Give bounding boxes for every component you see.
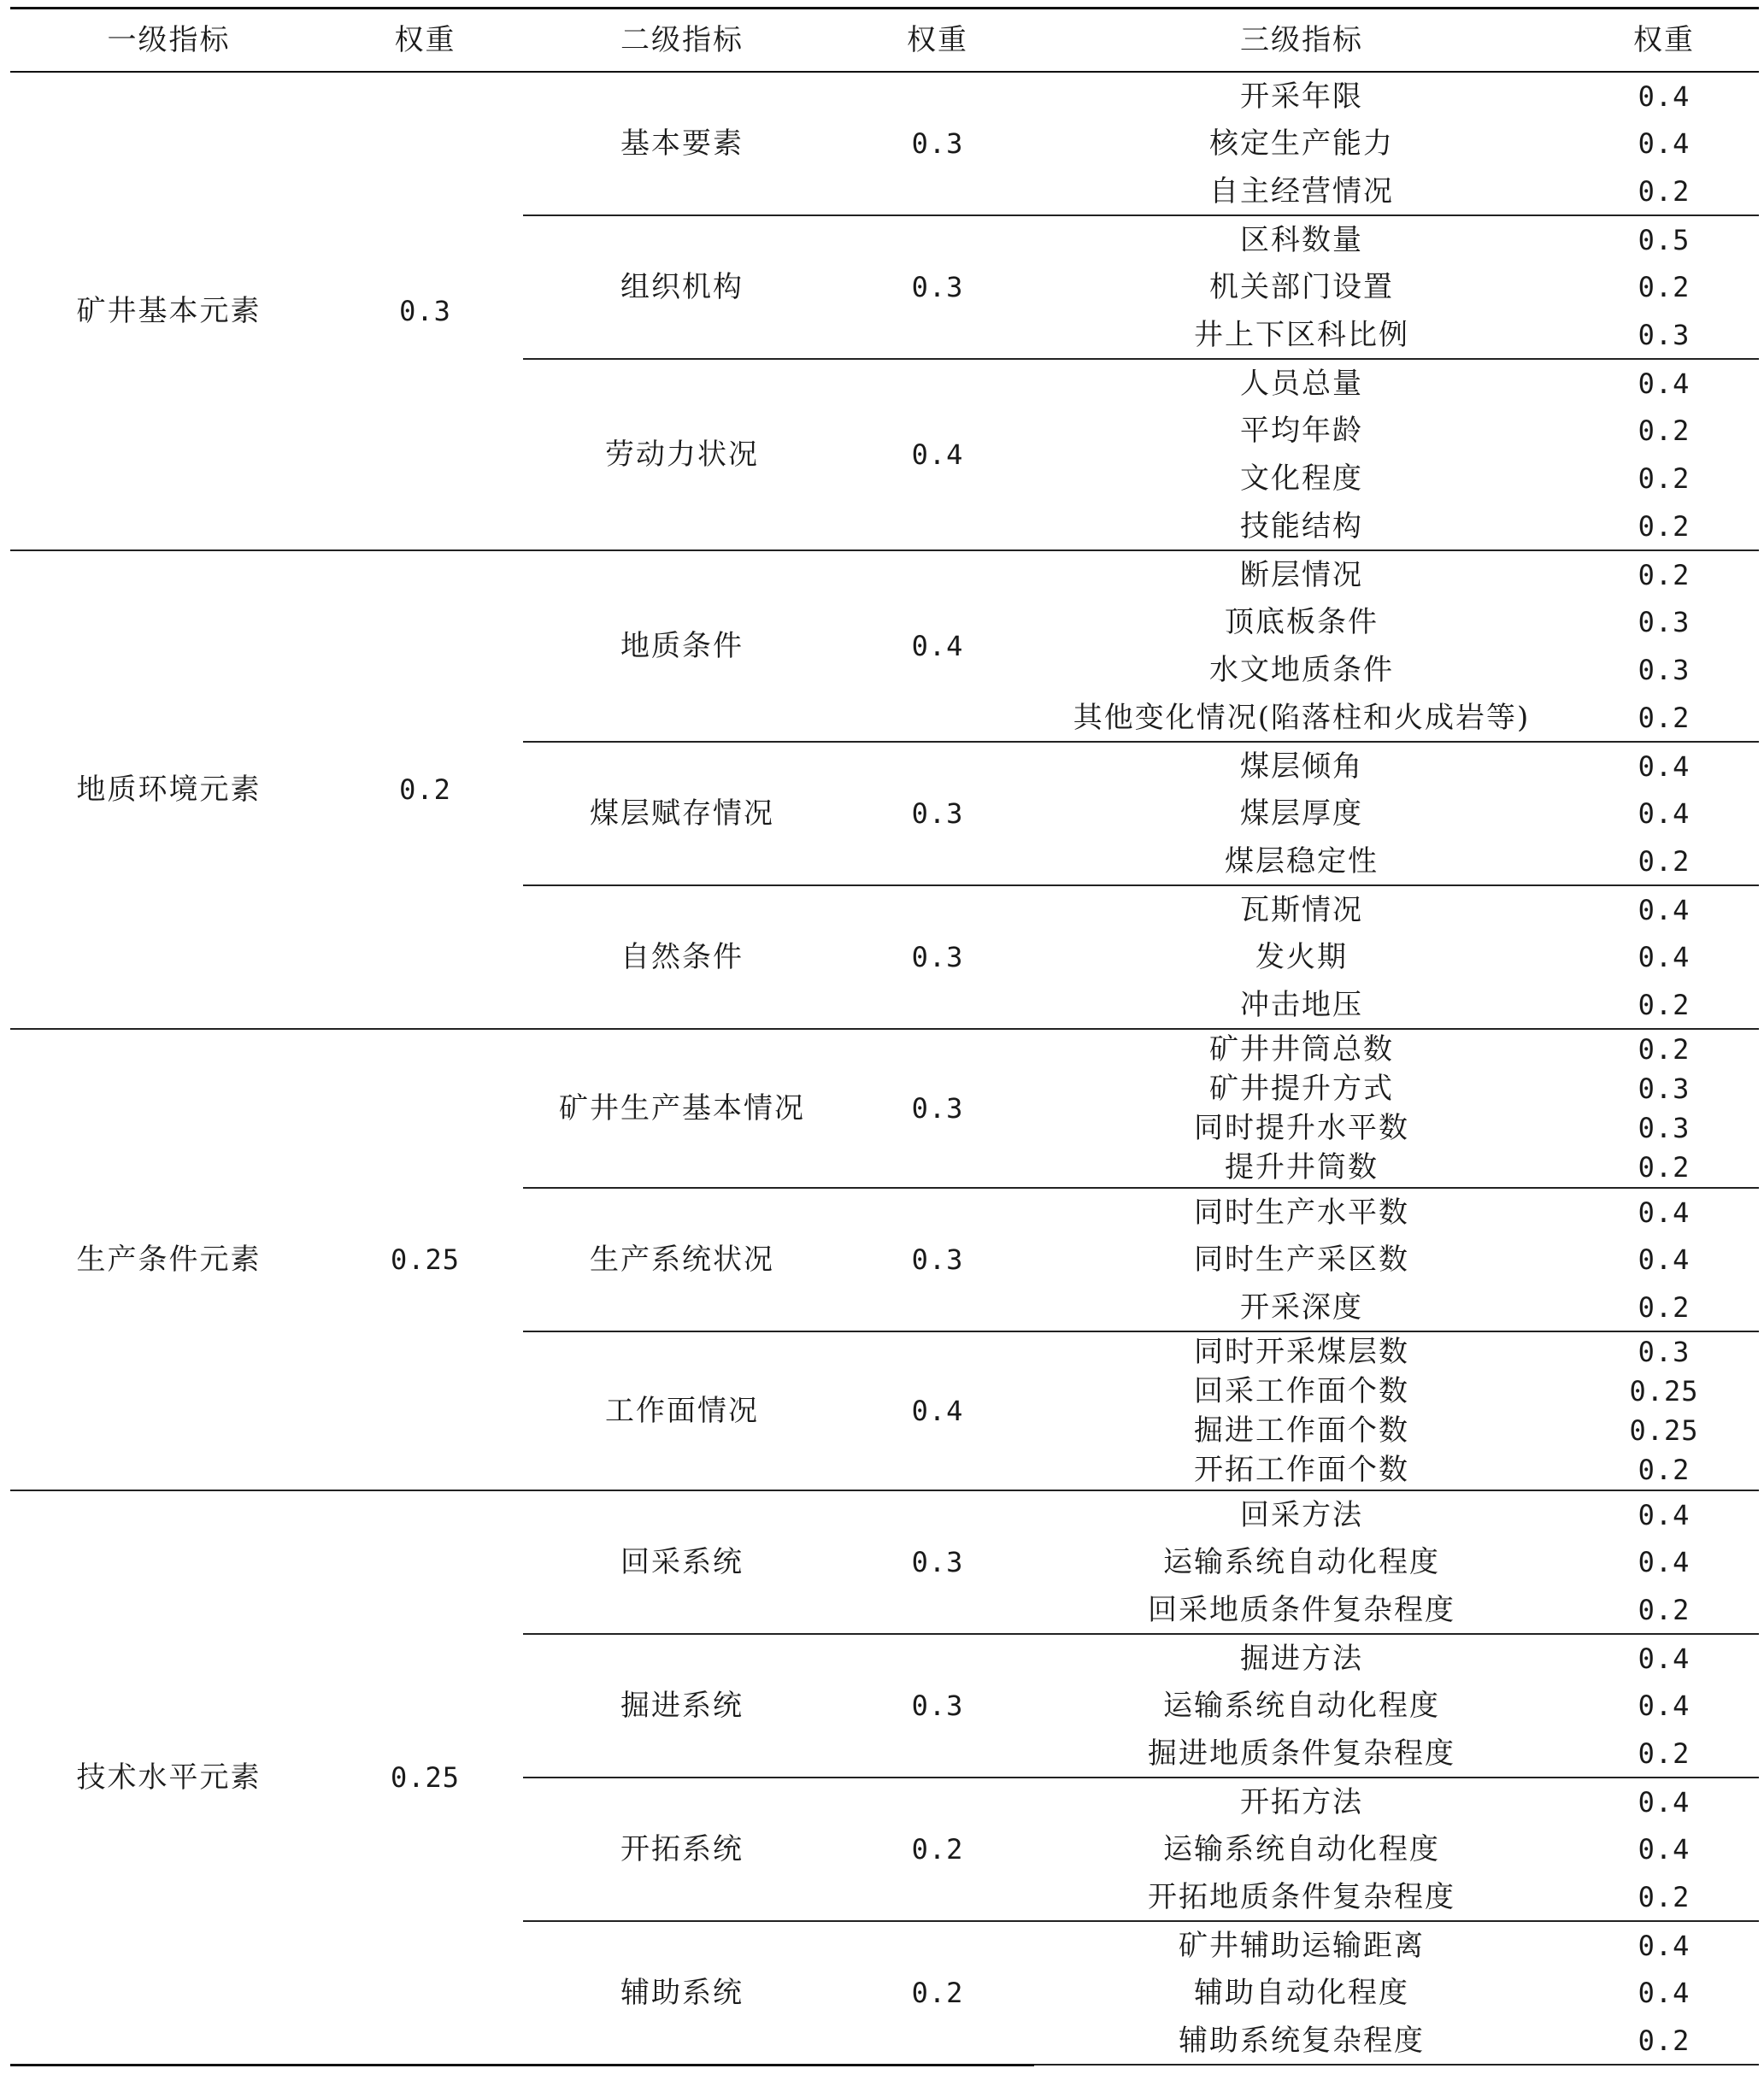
level1-weight: 0.25 — [327, 1490, 523, 2065]
level3-weight: 0.2 — [1569, 167, 1759, 215]
level2-weight: 0.3 — [841, 742, 1034, 885]
level2-name: 回采系统 — [523, 1490, 841, 1634]
level3-weight: 0.4 — [1638, 1929, 1690, 1962]
level2-name: 劳动力状况 — [523, 359, 841, 550]
header-level1: 一级指标 — [107, 23, 231, 57]
level3-name: 井上下区科比例 — [1034, 311, 1569, 359]
level2-name: 自然条件 — [523, 885, 841, 1029]
level1-name: 矿井基本元素 — [10, 72, 327, 550]
level3-name: 人员总量 — [1240, 366, 1363, 401]
level3-weight: 0.3 — [1638, 1335, 1690, 1368]
level3-weight: 0.25 — [1629, 1414, 1699, 1448]
level3-weight: 0.2 — [1638, 414, 1690, 447]
table-header-row — [10, 9, 1759, 73]
level1-name: 地质环境元素 — [10, 550, 327, 1029]
level2-name: 地质条件 — [523, 550, 841, 742]
level3-name: 冲击地压 — [1034, 981, 1569, 1029]
level3-weight: 0.4 — [1638, 797, 1690, 830]
level3-name: 区科数量 — [1240, 222, 1363, 257]
level3-name: 回采工作面个数 — [1194, 1373, 1409, 1408]
level3-name: 发火期 — [1255, 940, 1348, 974]
level2-name: 工作面情况 — [523, 1331, 841, 1490]
level3-name: 矿井辅助运输距离 — [1179, 1928, 1425, 1963]
level3-name: 辅助自动化程度 — [1194, 1976, 1409, 2010]
level3-weight: 0.2 — [1569, 1451, 1759, 1491]
level3-name: 回采地质条件复杂程度 — [1034, 1586, 1569, 1634]
level3-weight: 0.4 — [1638, 1642, 1690, 1675]
level3-name: 提升井筒数 — [1034, 1149, 1569, 1189]
level1-name: 生产条件元素 — [10, 1029, 327, 1490]
level3-weight: 0.5 — [1638, 223, 1690, 256]
level3-name: 煤层稳定性 — [1034, 837, 1569, 885]
level2-weight: 0.4 — [841, 359, 1034, 550]
table-body — [10, 72, 1759, 2065]
table-row — [10, 1029, 1759, 1069]
level3-name: 掘进方法 — [1240, 1641, 1363, 1676]
header-level3: 三级指标 — [1240, 23, 1363, 57]
level3-name: 掘进地质条件复杂程度 — [1034, 1730, 1569, 1778]
header-weight3: 权重 — [1633, 23, 1695, 57]
level3-name: 技能结构 — [1034, 502, 1569, 550]
level3-name: 矿井提升方式 — [1209, 1071, 1394, 1106]
level3-weight: 0.2 — [1569, 1149, 1759, 1189]
level3-name: 文化程度 — [1240, 461, 1363, 496]
level3-weight: 0.2 — [1569, 694, 1759, 742]
level3-weight: 0.2 — [1569, 1873, 1759, 1921]
level3-weight: 0.2 — [1569, 2017, 1759, 2065]
level1-weight: 0.3 — [327, 72, 523, 550]
level3-name: 断层情况 — [1240, 557, 1363, 592]
level3-name: 开采深度 — [1034, 1284, 1569, 1331]
level3-name: 自主经营情况 — [1034, 167, 1569, 215]
level2-weight: 0.4 — [841, 550, 1034, 742]
header-weight2: 权重 — [907, 23, 968, 57]
level3-weight: 0.2 — [1638, 271, 1690, 303]
level2-name: 矿井生产基本情况 — [523, 1029, 841, 1188]
table-row — [10, 1490, 1759, 1538]
level3-weight: 0.4 — [1638, 79, 1690, 113]
level1-name: 技术水平元素 — [10, 1490, 327, 2065]
level2-name: 辅助系统 — [523, 1921, 841, 2065]
level3-name: 瓦斯情况 — [1240, 892, 1363, 927]
level2-weight: 0.2 — [841, 1778, 1034, 1921]
level3-weight: 0.4 — [1638, 127, 1690, 160]
level2-weight: 0.3 — [841, 1029, 1034, 1188]
level3-weight: 0.3 — [1638, 1072, 1690, 1105]
level3-name: 开采年限 — [1240, 79, 1363, 114]
level3-weight: 0.2 — [1569, 837, 1759, 885]
level3-name: 开拓地质条件复杂程度 — [1034, 1873, 1569, 1921]
level3-weight: 0.4 — [1638, 1498, 1690, 1531]
level2-weight: 0.3 — [841, 215, 1034, 359]
level3-name: 回采方法 — [1240, 1497, 1363, 1532]
level3-weight: 0.25 — [1629, 1374, 1699, 1407]
level3-weight: 0.2 — [1569, 1730, 1759, 1778]
level3-name: 其他变化情况(陷落柱和火成岩等) — [1034, 694, 1569, 742]
index-weight-table-container — [10, 7, 1759, 2066]
level3-weight: 0.3 — [1569, 311, 1759, 359]
level2-weight: 0.3 — [841, 1188, 1034, 1331]
level2-weight: 0.3 — [841, 1634, 1034, 1778]
level3-weight: 0.2 — [1569, 981, 1759, 1029]
level2-name: 煤层赋存情况 — [523, 742, 841, 885]
level3-weight: 0.2 — [1638, 1032, 1690, 1066]
index-weight-table — [10, 7, 1759, 2066]
level1-weight: 0.2 — [327, 550, 523, 1029]
level3-name: 平均年龄 — [1240, 414, 1363, 448]
level2-name: 掘进系统 — [523, 1634, 841, 1778]
level2-weight: 0.3 — [841, 72, 1034, 215]
level3-weight: 0.4 — [1638, 1785, 1690, 1819]
level3-weight: 0.4 — [1638, 1243, 1690, 1276]
level3-name: 煤层倾角 — [1240, 749, 1363, 784]
level2-weight: 0.2 — [841, 1921, 1034, 2065]
table-row — [10, 72, 1759, 120]
header-level2: 二级指标 — [620, 23, 744, 57]
level3-weight: 0.2 — [1638, 462, 1690, 495]
level3-weight: 0.4 — [1638, 367, 1690, 400]
table-row — [10, 550, 1759, 598]
level2-name: 组织机构 — [523, 215, 841, 359]
level3-name: 同时生产水平数 — [1194, 1195, 1409, 1230]
level3-weight: 0.3 — [1638, 606, 1690, 638]
level3-name: 矿井井筒总数 — [1209, 1031, 1394, 1067]
level3-weight: 0.3 — [1638, 654, 1690, 686]
level3-name: 水文地质条件 — [1209, 653, 1394, 687]
level3-weight: 0.4 — [1638, 941, 1690, 973]
level3-name: 掘进工作面个数 — [1194, 1413, 1409, 1449]
level3-name: 核定生产能力 — [1209, 126, 1394, 161]
header-weight1: 权重 — [394, 23, 456, 57]
level3-weight: 0.2 — [1569, 502, 1759, 550]
level3-weight: 0.4 — [1638, 1977, 1690, 2009]
level3-name: 运输系统自动化程度 — [1163, 1545, 1440, 1579]
level3-weight: 0.2 — [1569, 1586, 1759, 1634]
level3-name: 同时提升水平数 — [1194, 1111, 1409, 1146]
level3-weight: 0.4 — [1638, 749, 1690, 783]
level3-weight: 0.4 — [1638, 1196, 1690, 1229]
level2-name: 基本要素 — [523, 72, 841, 215]
level3-name: 煤层厚度 — [1240, 796, 1363, 831]
level2-name: 生产系统状况 — [523, 1188, 841, 1331]
level3-weight: 0.4 — [1638, 1833, 1690, 1866]
level3-name: 机关部门设置 — [1209, 270, 1394, 304]
level3-weight: 0.4 — [1638, 1546, 1690, 1578]
level3-name: 同时开采煤层数 — [1194, 1334, 1409, 1369]
level1-weight: 0.25 — [327, 1029, 523, 1490]
level2-weight: 0.3 — [841, 1490, 1034, 1634]
level3-weight: 0.2 — [1638, 558, 1690, 591]
level2-weight: 0.4 — [841, 1331, 1034, 1490]
level3-name: 开拓方法 — [1240, 1784, 1363, 1819]
level3-name: 开拓工作面个数 — [1034, 1451, 1569, 1491]
level3-name: 同时生产采区数 — [1194, 1243, 1409, 1277]
level3-name: 运输系统自动化程度 — [1163, 1689, 1440, 1723]
level3-name: 运输系统自动化程度 — [1163, 1832, 1440, 1866]
level3-name: 顶底板条件 — [1225, 605, 1379, 639]
level3-name: 辅助系统复杂程度 — [1034, 2017, 1569, 2065]
level3-weight: 0.3 — [1638, 1112, 1690, 1145]
level2-name: 开拓系统 — [523, 1778, 841, 1921]
level2-weight: 0.3 — [841, 885, 1034, 1029]
level3-weight: 0.4 — [1638, 893, 1690, 926]
level3-weight: 0.4 — [1638, 1689, 1690, 1722]
level3-weight: 0.2 — [1569, 1284, 1759, 1331]
